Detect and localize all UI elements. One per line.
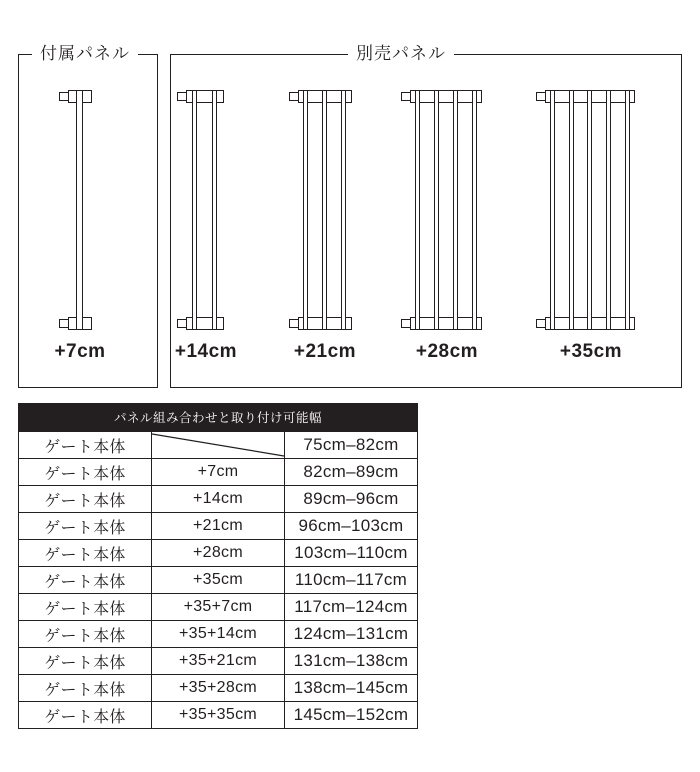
- group-title-included-panel: 付属パネル: [32, 44, 138, 64]
- cell-gate-body: ゲート本体: [19, 459, 152, 486]
- panel-bar: [192, 90, 197, 330]
- cell-gate-body: ゲート本体: [19, 702, 152, 729]
- table-row: [19, 621, 418, 648]
- cell-width-range: 145cm–152cm: [285, 702, 418, 729]
- cell-gate-body: ゲート本体: [19, 621, 152, 648]
- table-row: [19, 594, 418, 621]
- spec-table-container: [18, 403, 418, 729]
- table-header-row: [19, 404, 418, 432]
- cell-gate-body: ゲート本体: [19, 594, 152, 621]
- table-row: [19, 702, 418, 729]
- panel-label-35cm: +35cm: [559, 341, 623, 362]
- cell-addon: +35+7cm: [152, 594, 285, 621]
- table-row: [19, 540, 418, 567]
- table-row: [19, 513, 418, 540]
- panel-bar: [341, 90, 346, 330]
- panel-bar: [550, 90, 555, 330]
- cell-width-range: 131cm–138cm: [285, 648, 418, 675]
- cell-addon: +35+35cm: [152, 702, 285, 729]
- cell-width-range: 117cm–124cm: [285, 594, 418, 621]
- cell-gate-body: ゲート本体: [19, 513, 152, 540]
- cell-addon: +35+28cm: [152, 675, 285, 702]
- cell-width-range: 103cm–110cm: [285, 540, 418, 567]
- panel-bar: [76, 90, 83, 330]
- table-row: [19, 675, 418, 702]
- cell-addon: +35+21cm: [152, 648, 285, 675]
- cell-width-range: 89cm–96cm: [285, 486, 418, 513]
- panel-drawing-7cm: [68, 80, 92, 340]
- panel-drawing-21cm: [298, 80, 352, 340]
- panel-label-14cm: +14cm: [174, 341, 238, 362]
- cell-width-range: 82cm–89cm: [285, 459, 418, 486]
- cell-addon: +14cm: [152, 486, 285, 513]
- table-header-title: パネル組み合わせと取り付け可能幅: [19, 404, 418, 432]
- panel-bar: [606, 90, 611, 330]
- cell-addon: +7cm: [152, 459, 285, 486]
- panel-bar: [303, 90, 308, 330]
- cell-gate-body: ゲート本体: [19, 648, 152, 675]
- cell-addon: +21cm: [152, 513, 285, 540]
- panel-bar: [569, 90, 574, 330]
- cell-width-range: 124cm–131cm: [285, 621, 418, 648]
- panel-bar: [322, 90, 327, 330]
- cell-addon-none: [152, 432, 285, 459]
- cell-addon: +35cm: [152, 567, 285, 594]
- table-row: [19, 567, 418, 594]
- cell-gate-body: ゲート本体: [19, 567, 152, 594]
- panel-bar: [587, 90, 592, 330]
- panel-drawing-28cm: [410, 80, 482, 340]
- cell-width-range: 138cm–145cm: [285, 675, 418, 702]
- panel-bar: [434, 90, 439, 330]
- panel-bar: [453, 90, 458, 330]
- panel-drawing-35cm: [545, 80, 635, 340]
- panel-label-7cm: +7cm: [54, 341, 106, 362]
- panel-drawing-14cm: [186, 80, 224, 340]
- panel-bar: [625, 90, 630, 330]
- cell-gate-body: ゲート本体: [19, 675, 152, 702]
- table-row: [19, 459, 418, 486]
- cell-gate-body: ゲート本体: [19, 486, 152, 513]
- table-row: [19, 648, 418, 675]
- panel-label-21cm: +21cm: [293, 341, 357, 362]
- cell-gate-body: ゲート本体: [19, 432, 152, 459]
- panel-bar: [472, 90, 477, 330]
- panel-bar: [415, 90, 420, 330]
- cell-gate-body: ゲート本体: [19, 540, 152, 567]
- cell-addon: +35+14cm: [152, 621, 285, 648]
- panel-bar: [212, 90, 217, 330]
- spec-table: [18, 403, 418, 729]
- cell-width-range: 96cm–103cm: [285, 513, 418, 540]
- cell-width-range: 75cm–82cm: [285, 432, 418, 459]
- diagonal-slash-icon: [152, 432, 284, 458]
- group-title-optional-panel: 別売パネル: [348, 44, 454, 64]
- panel-diagram: [18, 30, 682, 388]
- cell-width-range: 110cm–117cm: [285, 567, 418, 594]
- table-row: [19, 486, 418, 513]
- panel-label-28cm: +28cm: [415, 341, 479, 362]
- cell-addon: +28cm: [152, 540, 285, 567]
- table-row: [19, 432, 418, 459]
